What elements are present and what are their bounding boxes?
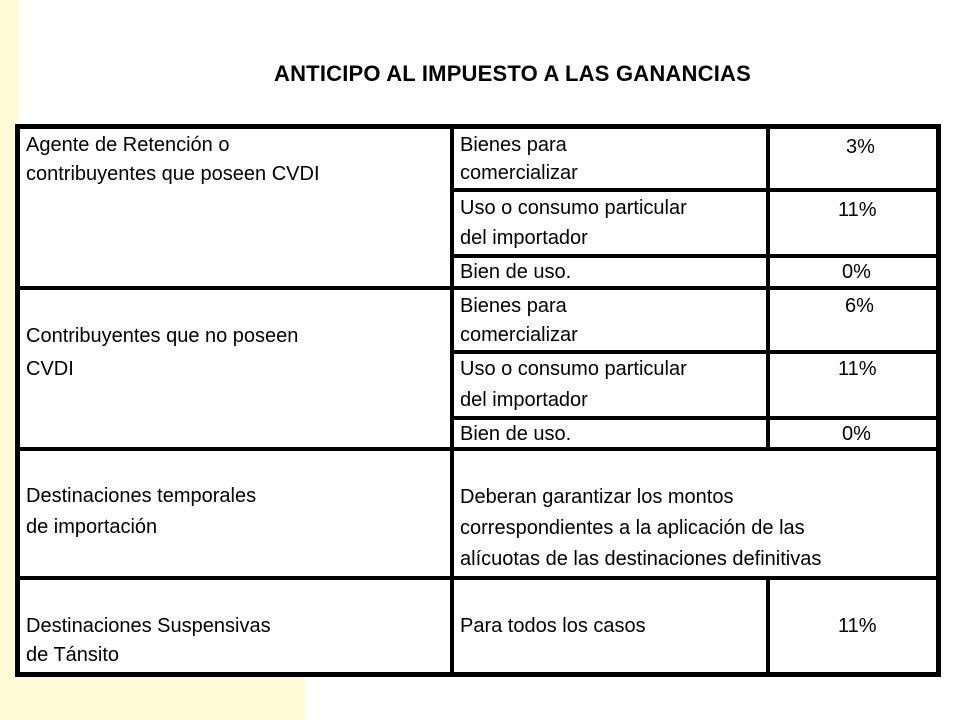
concept-cell <box>452 190 768 256</box>
bottom-accent-block <box>0 676 305 720</box>
concept-cell <box>452 352 768 418</box>
concept-cell <box>452 127 768 190</box>
note-line: Deberan garantizar los montos <box>460 486 734 508</box>
rate-value: 11% <box>838 615 877 637</box>
category-line: Agente de Retención o <box>26 134 230 156</box>
rate-value: 6% <box>845 295 874 317</box>
concept-line: Uso o consumo particular <box>460 197 687 219</box>
category-line: CVDI <box>26 358 74 380</box>
category-line: Destinaciones Suspensivas <box>26 615 271 637</box>
note-line: alícuotas de las destinaciones definitivas <box>460 548 822 570</box>
rate-cell <box>768 288 938 352</box>
category-line: de importación <box>26 516 158 538</box>
concept-cell <box>452 256 768 288</box>
category-cell <box>18 578 452 674</box>
rate-cell <box>768 352 938 418</box>
category-line: Contribuyentes que no poseen <box>26 325 299 347</box>
concept-line: Bien de uso. <box>460 423 572 445</box>
concept-line: Bienes para <box>460 295 567 317</box>
concept-cell <box>452 418 768 449</box>
concept-cell <box>452 578 768 674</box>
category-line: contribuyentes que poseen CVDI <box>26 163 320 185</box>
rate-cell <box>768 190 938 256</box>
category-line: de Tánsito <box>26 644 120 666</box>
concept-line: Bienes para <box>460 134 567 156</box>
note-cell <box>452 449 938 578</box>
rate-cell <box>768 578 938 674</box>
category-cell <box>18 449 452 578</box>
note-line: correspondientes a la aplicación de las <box>460 517 805 539</box>
rate-value: 3% <box>846 136 875 158</box>
concept-line: Para todos los casos <box>460 615 646 637</box>
concept-line: comercializar <box>460 324 578 346</box>
concept-line: comercializar <box>460 162 578 184</box>
concept-line: del importador <box>460 389 588 411</box>
concept-line: Uso o consumo particular <box>460 358 687 380</box>
rate-value: 11% <box>838 199 877 221</box>
concept-line: Bien de uso. <box>460 261 572 283</box>
page-title: ANTICIPO AL IMPUESTO A LAS GANANCIAS <box>274 61 751 86</box>
category-line: Destinaciones temporales <box>26 485 257 507</box>
rate-value: 0% <box>842 423 871 445</box>
category-cell <box>18 127 452 288</box>
category-cell <box>18 288 452 449</box>
concept-cell <box>452 288 768 352</box>
rate-cell <box>768 256 938 288</box>
rate-cell <box>768 127 938 190</box>
rate-cell <box>768 418 938 449</box>
concept-line: del importador <box>460 227 588 249</box>
rate-value: 11% <box>838 358 877 380</box>
rate-value: 0% <box>842 261 871 283</box>
